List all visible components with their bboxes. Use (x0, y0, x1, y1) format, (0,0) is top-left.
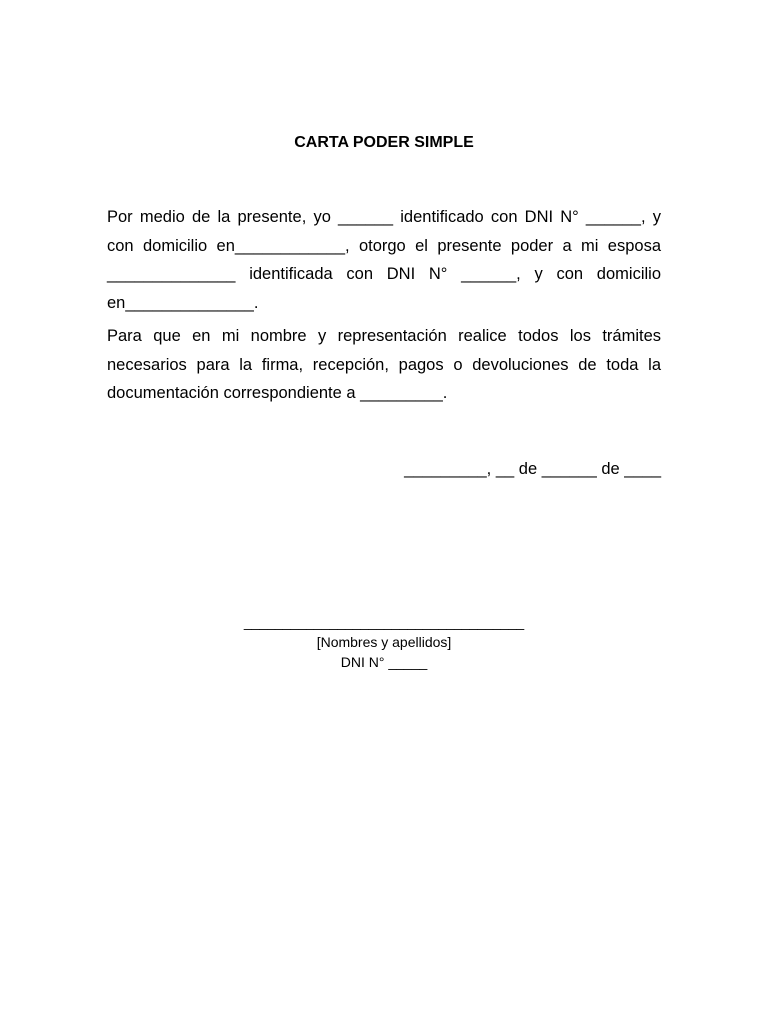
paragraph-purpose: Para que en mi nombre y representación realice todos los trámites necesarios para la firma, recepción, pagos o devoluciones de toda la documentación correspondiente a _________. (107, 327, 661, 403)
signature-name: [Nombres y apellidos] (316, 634, 452, 650)
signature-block (0, 612, 768, 672)
document-title: CARTA PODER SIMPLE (294, 134, 474, 151)
paragraph-grant: Por medio de la presente, yo ______ identificado con DNI N° ______, y con domicilio en____________, otorgo el presente poder a mi esposa ______________ identificada con DNI N° ______, y con domicilio en______________. (107, 208, 661, 312)
signature-dni: DNI N° _____ (340, 654, 428, 670)
signature-line: ____________________________________ (243, 614, 525, 630)
date-line: _________, __ de ______ de ____ (404, 460, 661, 478)
